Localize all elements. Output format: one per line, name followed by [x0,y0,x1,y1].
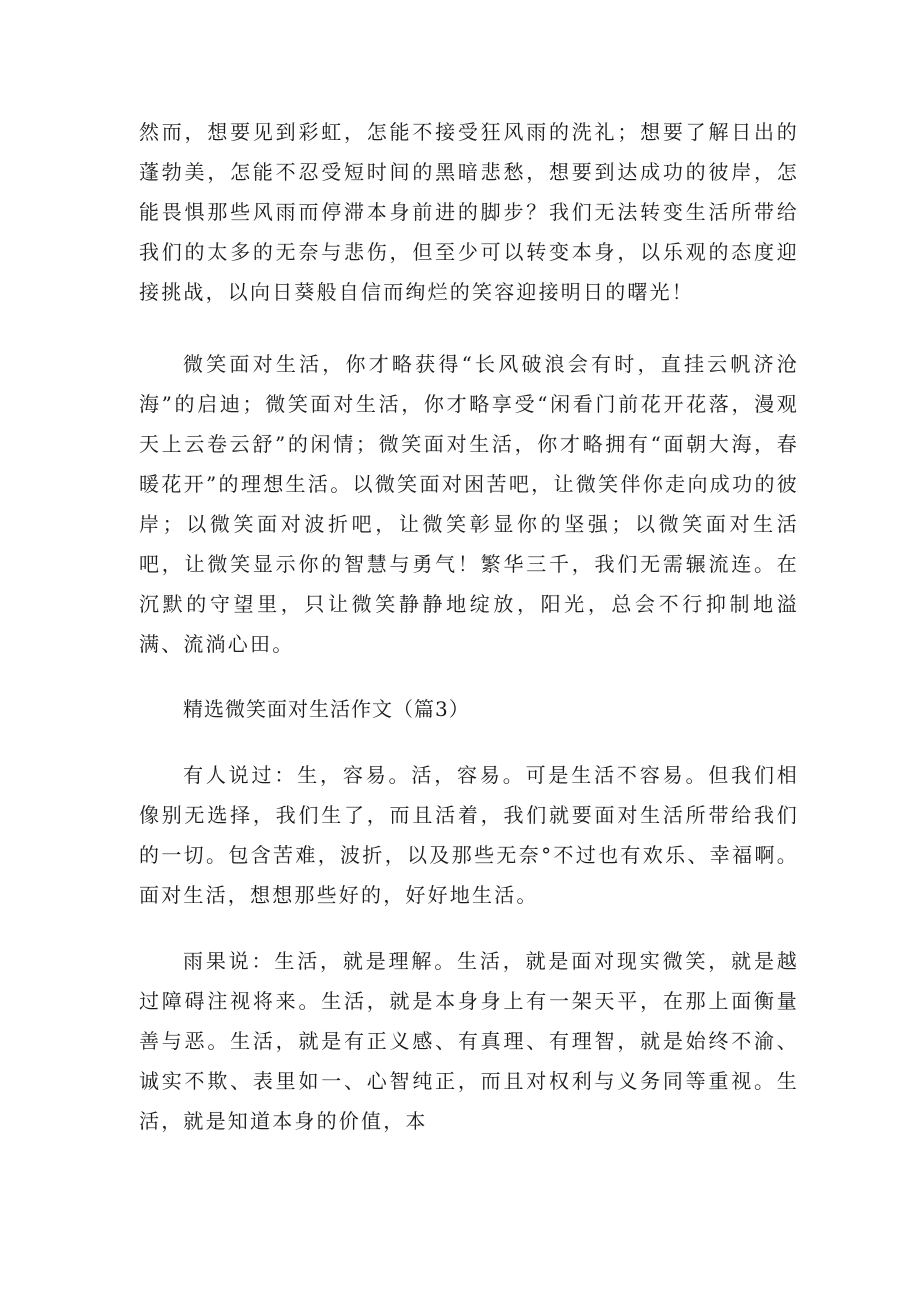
paragraph-3: 有人说过：生，容易。活，容易。可是生活不容易。但我们相像别无选择，我们生了，而且活着，我们就要面对生活所带给我们的一切。包含苦难，波折，以及那些无奈°不过也有欢乐、幸福啊。面对生活，想想那些好的，好好地生活。 [139,763,799,907]
section-heading: 精选微笑面对生活作文（篇3） [183,697,470,721]
paragraph-4: 雨果说：生活，就是理解。生活，就是面对现实微笑，就是越过障碍注视将来。生活，就是本身身上有一架天平，在那上面衡量善与恶。生活，就是有正义感、有真理、有理智，就是始终不渝、诚实不欺、表里如一、心智纯正，而且对权利与义务同等重视。生活，就是知道本身的价值，本 [139,949,799,1133]
document-page [139,112,799,1141]
paragraph-1: 然而，想要见到彩虹，怎能不接受狂风雨的洗礼；想要了解日出的蓬勃美，怎能不忍受短时间的黑暗悲愁，想要到达成功的彼岸，怎能畏惧那些风雨而停滞本身前进的脚步？我们无法转变生活所带给我们的太多的无奈与悲伤，但至少可以转变本身，以乐观的态度迎接挑战，以向日葵般自信而绚烂的笑容迎接明日的曙光！ [139,120,799,304]
paragraph-2: 微笑面对生活，你才略获得“长风破浪会有时，直挂云帆济沧海”的启迪；微笑面对生活，你才略享受“闲看门前花开花落，漫观天上云卷云舒”的闲情；微笑面对生活，你才略拥有“面朝大海，春暖花开”的理想生活。以微笑面对困苦吧，让微笑伴你走向成功的彼岸；以微笑面对波折吧，让微笑彰显你的坚强；以微笑面对生活吧，让微笑显示你的智慧与勇气！繁华三千，我们无需辗流连。在沉默的守望里，只让微笑静静地绽放，阳光，总会不行抑制地溢满、流淌心田。 [139,352,799,656]
